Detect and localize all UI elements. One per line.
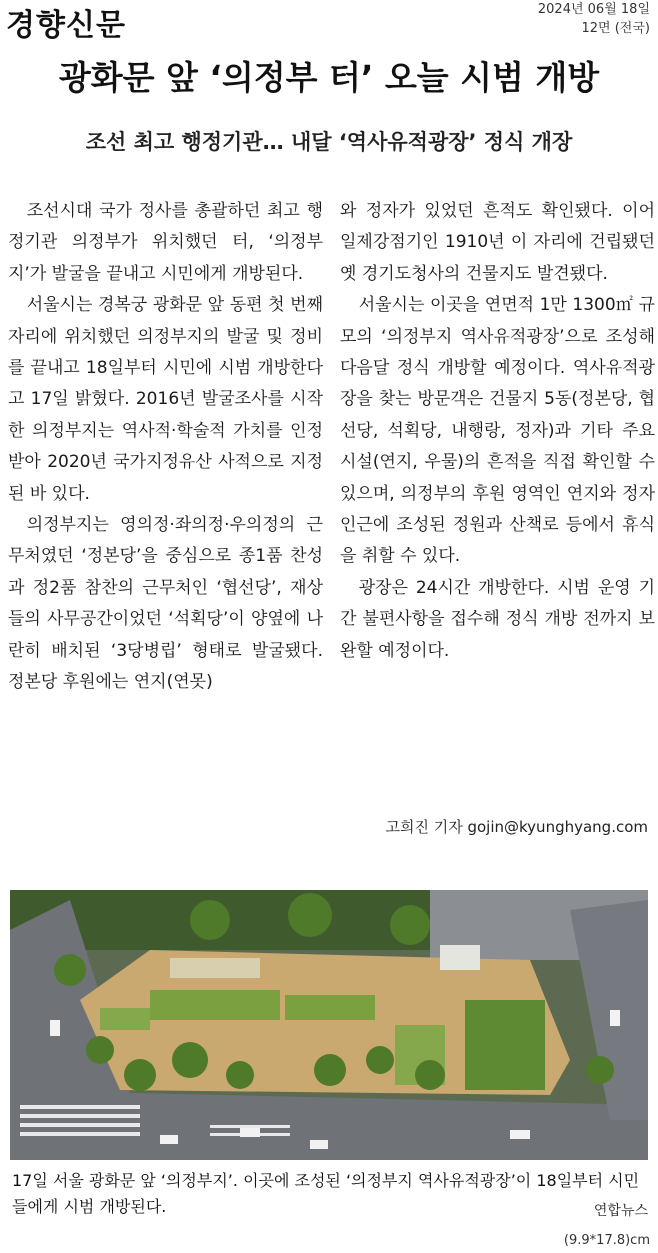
article-column-right xyxy=(340,196,655,667)
paragraph: 광장은 24시간 개방한다. 시범 운영 기간 불편사항을 접수해 정식 개방 전까지 보완할 예정이다. xyxy=(340,577,655,661)
aerial-photo xyxy=(10,890,648,1160)
photo-credit: 연합뉴스 xyxy=(593,1203,648,1219)
paragraph: 와 정자가 있었던 흔적도 확인됐다. 이어 일제강점기인 1910년 이 자리에 건립됐던 옛 경기도청사의 건물지도 발견됐다. xyxy=(340,201,655,284)
paragraph: 서울시는 이곳을 연면적 1만 1300㎡ 규모의 ‘의정부지 역사유적광장’으로 조성해 다음달 정식 개방할 예정이다. 역사유적광장을 찾는 방문객은 건물지 5동(정본당, 협선당, 석획당, 내행랑, 정자)과 기타 주요 시설(연지, 우물)의 흔적을 직접 확인할 수 있으며, 의정부의 후원 영역인 연지와 정자 인근에 조성된 정원과 산책로 등에서 휴식을 취할 수 있다. xyxy=(340,295,655,567)
publication-date: 2024년 06월 18일 xyxy=(537,2,650,17)
paragraph: 서울시는 경복궁 광화문 앞 동편 첫 번째 자리에 위치했던 의정부지의 발굴 및 정비를 끝내고 18일부터 시민에 시범 개방한다고 17일 밝혔다. 2016년 발굴조사를 시작한 의정부지는 역사적·학술적 가치를 인정받아 2020년 국가지정유산 사적으로 지정된 바 있다. xyxy=(8,295,323,504)
article-subheadline: 조선 최고 행정기관… 내달 ‘역사유적광장’ 정식 개장 xyxy=(85,130,573,154)
reporter-byline: 고희진 기자 gojin@kyunghyang.com xyxy=(385,818,648,836)
plaza-aerial-illustration xyxy=(10,890,648,1160)
page-number: 12면 (전국) xyxy=(581,21,650,36)
dateline xyxy=(538,0,650,38)
article-column-left xyxy=(8,196,323,699)
paragraph: 의정부지는 영의정·좌의정·우의정의 근무처였던 ‘정본당’을 중심으로 종1품 찬성과 정2품 참찬의 근무처인 ‘협선당’, 재상들의 사무공간이었던 ‘석획당’이 양옆에 나란히 배치된 ‘3당병립’ 형태로 발굴됐다. 정본당 후원에는 연지(연못) xyxy=(8,515,323,693)
article-headline: 광화문 앞 ‘의정부 터’ 오늘 시범 개방 xyxy=(58,58,600,97)
photo-caption: 17일 서울 광화문 앞 ‘의정부지’. 이곳에 조성된 ‘의정부지 역사유적광장’이 18일부터 시민들에게 시범 개방된다. xyxy=(12,1171,640,1216)
clipping-size: (9.9*17.8)cm xyxy=(563,1233,650,1248)
newspaper-masthead: 경향신문 xyxy=(6,8,126,43)
paragraph: 조선시대 국가 정사를 총괄하던 최고 행정기관 의정부가 위치했던 터, ‘의정부지’가 발굴을 끝내고 시민에게 개방된다. xyxy=(8,201,323,284)
